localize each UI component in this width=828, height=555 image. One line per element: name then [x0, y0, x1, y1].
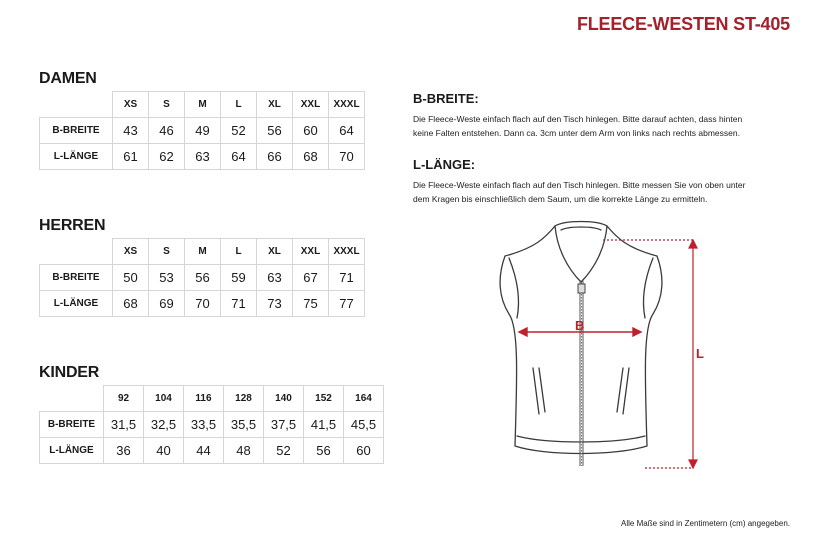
table-cell: 69 — [149, 291, 185, 317]
table-cell: 52 — [264, 438, 304, 464]
table-cell: 36 — [104, 438, 144, 464]
table-row — [40, 265, 365, 291]
laenge-line: dem Kragen bis einschließlich dem Saum, um die korrekte Länge zu ermitteln. — [413, 194, 708, 204]
table-cell: 53 — [149, 265, 185, 291]
table-cell: 44 — [184, 438, 224, 464]
vest-armhole-right — [643, 258, 653, 318]
table-cell: 64 — [221, 144, 257, 170]
size-header: 128 — [224, 386, 264, 412]
size-header: L — [221, 92, 257, 118]
row-label: L-LÄNGE — [40, 291, 113, 317]
table-cell: 71 — [221, 291, 257, 317]
table-cell: 59 — [221, 265, 257, 291]
table-cell: 33,5 — [184, 412, 224, 438]
table-cell: 52 — [221, 118, 257, 144]
breite-line: Die Fleece-Weste einfach flach auf den Tisch hinlegen. Bitte darauf achten, dass hinten — [413, 114, 743, 124]
section-title-damen: DAMEN — [39, 70, 97, 87]
size-header: M — [185, 239, 221, 265]
table-cell: 63 — [185, 144, 221, 170]
table-cell: 70 — [185, 291, 221, 317]
vest-zipper — [578, 280, 585, 466]
size-header: 164 — [344, 386, 384, 412]
table-cell: 70 — [329, 144, 365, 170]
size-header: XL — [257, 239, 293, 265]
breite-label: B — [575, 318, 585, 333]
table-cell: 77 — [329, 291, 365, 317]
table-row — [40, 144, 365, 170]
size-table-kinder — [39, 385, 384, 464]
section-title-herren: HERREN — [39, 217, 106, 234]
table-cell: 66 — [257, 144, 293, 170]
size-header: 104 — [144, 386, 184, 412]
vest-pocket-left — [533, 368, 545, 414]
size-table-damen — [39, 91, 365, 170]
table-cell: 49 — [185, 118, 221, 144]
table-cell: 68 — [293, 144, 329, 170]
table-corner — [40, 239, 113, 265]
table-cell: 61 — [113, 144, 149, 170]
size-header: M — [185, 92, 221, 118]
breite-heading: B-BREITE: — [413, 91, 479, 106]
size-header: XXXL — [329, 239, 365, 265]
table-corner — [40, 386, 104, 412]
vest-pocket-right — [617, 368, 629, 414]
size-header: XS — [113, 239, 149, 265]
size-header: XXL — [293, 239, 329, 265]
table-header-row — [40, 92, 365, 118]
table-cell: 46 — [149, 118, 185, 144]
size-header: S — [149, 239, 185, 265]
table-cell: 43 — [113, 118, 149, 144]
table-cell: 56 — [304, 438, 344, 464]
table-header-row — [40, 386, 384, 412]
table-cell: 50 — [113, 265, 149, 291]
row-label: B-BREITE — [40, 265, 113, 291]
table-cell: 60 — [293, 118, 329, 144]
table-cell: 73 — [257, 291, 293, 317]
vest-armhole-left — [509, 258, 519, 318]
size-header: 116 — [184, 386, 224, 412]
size-header: 152 — [304, 386, 344, 412]
size-table-herren — [39, 238, 365, 317]
table-cell: 35,5 — [224, 412, 264, 438]
breite-line: keine Falten entstehen. Dann ca. 3cm unter dem Arm von links nach rechts abmessen. — [413, 128, 740, 138]
table-corner — [40, 92, 113, 118]
vest-collar — [555, 222, 607, 283]
table-cell: 40 — [144, 438, 184, 464]
table-cell: 31,5 — [104, 412, 144, 438]
size-header: 140 — [264, 386, 304, 412]
table-cell: 75 — [293, 291, 329, 317]
breite-description — [413, 112, 793, 140]
size-header: 92 — [104, 386, 144, 412]
size-header: L — [221, 239, 257, 265]
table-cell: 71 — [329, 265, 365, 291]
table-cell: 45,5 — [344, 412, 384, 438]
table-cell: 68 — [113, 291, 149, 317]
row-label: L-LÄNGE — [40, 438, 104, 464]
table-cell: 48 — [224, 438, 264, 464]
size-header: XXL — [293, 92, 329, 118]
table-row — [40, 118, 365, 144]
row-label: L-LÄNGE — [40, 144, 113, 170]
footer-note: Alle Maße sind in Zentimetern (cm) angegeben. — [621, 519, 790, 528]
table-cell: 37,5 — [264, 412, 304, 438]
table-cell: 60 — [344, 438, 384, 464]
vest-collar-inner — [561, 227, 601, 230]
table-cell: 67 — [293, 265, 329, 291]
table-cell: 64 — [329, 118, 365, 144]
size-header: XXXL — [329, 92, 365, 118]
vest-diagram — [495, 218, 715, 478]
row-label: B-BREITE — [40, 118, 113, 144]
page-title: FLEECE-WESTEN ST-405 — [576, 14, 790, 34]
laenge-description — [413, 178, 793, 206]
table-cell: 63 — [257, 265, 293, 291]
laenge-heading: L-LÄNGE: — [413, 157, 476, 172]
table-cell: 62 — [149, 144, 185, 170]
section-title-kinder: KINDER — [39, 364, 100, 381]
table-row — [40, 291, 365, 317]
table-cell: 56 — [257, 118, 293, 144]
table-cell: 32,5 — [144, 412, 184, 438]
size-header: XL — [257, 92, 293, 118]
table-cell: 41,5 — [304, 412, 344, 438]
table-cell: 56 — [185, 265, 221, 291]
table-header-row — [40, 239, 365, 265]
laenge-label: L — [696, 346, 704, 361]
laenge-line: Die Fleece-Weste einfach flach auf den Tisch hinlegen. Bitte messen Sie von oben unter — [413, 180, 746, 190]
row-label: B-BREITE — [40, 412, 104, 438]
size-header: S — [149, 92, 185, 118]
size-header: XS — [113, 92, 149, 118]
laenge-measure-arrow — [603, 240, 697, 468]
table-row — [40, 412, 384, 438]
table-row — [40, 438, 384, 464]
